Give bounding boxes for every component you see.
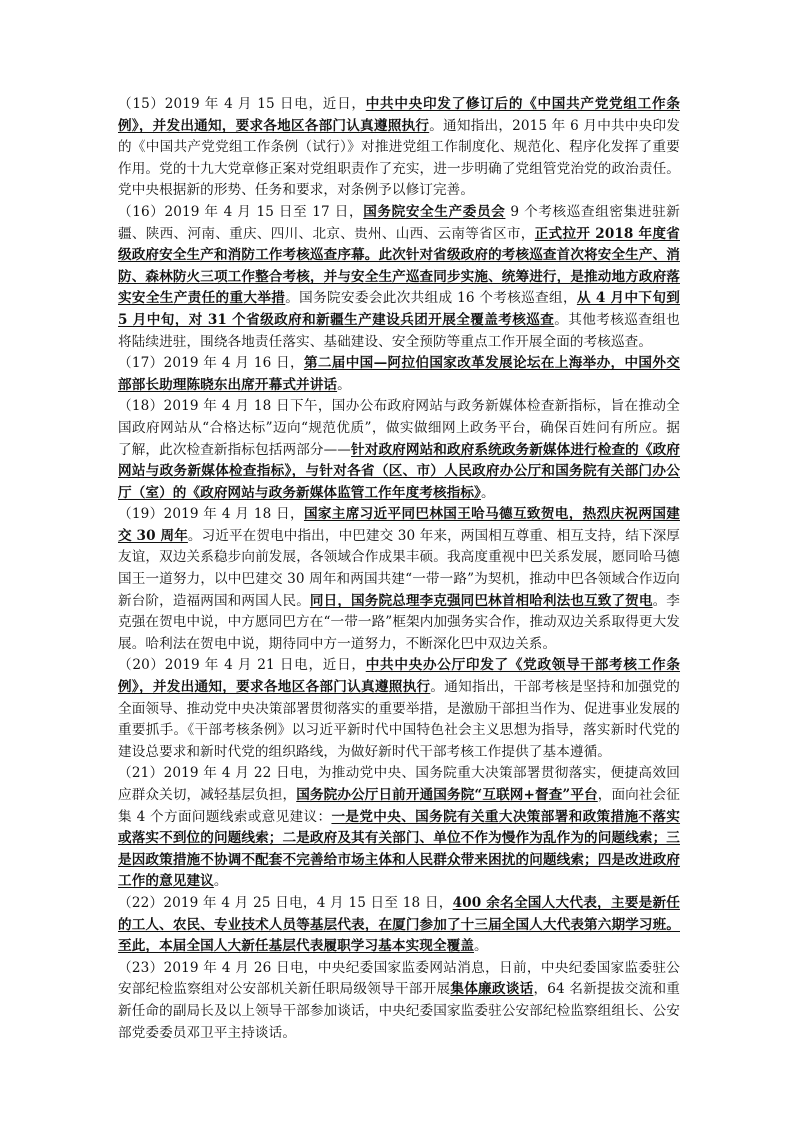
highlight-text: 国务院安全生产委员会 — [363, 203, 506, 220]
news-item-18 — [118, 396, 680, 504]
highlight-text: 从 4 月中下旬到 5 月中旬，对 31 个省级政府和新疆生产建设兵团开展全覆盖考核巡查 — [118, 290, 680, 328]
body-text: （23）2019 年 4 月 26 日电，中央纪委国家监委网站消息，日前，中央纪委国家监委驻公安部纪检监察组对公安部机关新任职局级领导干部开展 — [118, 959, 680, 998]
body-text: （21）2019 年 4 月 22 日电，为推动党中央、国务院重大决策部署贯彻落实，便捷高效回应群众关切，减轻基层负担， — [118, 765, 680, 803]
body-text: （22）2019 年 4 月 25 日电，4 月 15 日至 18 日， — [118, 894, 453, 911]
news-item-23 — [118, 958, 680, 1044]
body-text: 。其他考核巡查组也将陆续进驻，围绕各地责任落实、基础建设、安全预防等重点工作开展全面的考核巡查。 — [118, 311, 680, 350]
body-text: 9 个考核巡查组密集进驻新疆、陕西、河南、重庆、四川、北京、贵州、山西、云南等省区市， — [118, 203, 681, 242]
highlight-text: 集体廉政谈话 — [450, 981, 534, 998]
body-text: 。通知指出，干部考核是坚持和加强党的全面领导、推动党中央决策部署贯彻落实的重要举措，是激励干部担当作为、促进事业发展的重要抓手。《干部考核条例》以习近平新时代中国特色社会主义思想为指导，落实新时代党的建设总要求和新时代党的组织路线，为做好新时代干部考核工作提供了基本遵循。 — [118, 679, 680, 760]
news-item-17 — [118, 353, 680, 396]
body-text: （16）2019 年 4 月 15 日至 17 日， — [118, 203, 364, 220]
news-item-22 — [118, 893, 680, 958]
body-text: 。 — [213, 873, 228, 890]
highlight-text: 针对政府网站和政府系统政务新媒体进行检查的《政府网站与政务新媒体检查指标》，与针对各省（区、市）人民政府办公厅和国务院有关部门办公厅（室）的《政府网站与政务新媒体监管工作年度考核指标》 — [118, 441, 681, 501]
body-text: 。通知指出，2015 年 6 月中共中央印发的《中国共产党党组工作条例（试行）》对推进党组工作制度化、规范化、程序化发挥了重要作用。党的十九大党章修正案对党组职责作了充实，进一步明确了党组管党治党的政治责任。党中央根据新的形势、任务和要求，对条例予以修订完善。 — [118, 117, 681, 199]
highlight-text: 一是党中央、国务院有关重大决策部署和政策措施不落实或落实不到位的问题线索；二是政府及其有关部门、单位不作为慢作为乱作为的问题线索；三是因政策措施不协调不配套不完善给市场主体和人民群众带来困扰的问题线索；四是改进政府工作的意见建议 — [118, 808, 681, 890]
body-text: ，面向社会征集 4 个方面问题线索或意见建议： — [118, 787, 681, 825]
body-text: （19）2019 年 4 月 18 日， — [118, 506, 304, 523]
body-text: ，64 名新提拔交流和重新任命的副局长及以上领导干部参加谈话，中央纪委国家监委驻公安部纪检监察组组长、公安部党委委员邓卫平主持谈话。 — [118, 981, 680, 1041]
highlight-text: 第二届中国—阿拉伯国家改革发展论坛在上海举办，中国外交部部长助理陈晓东出席开幕式并讲话 — [118, 355, 680, 393]
document-body — [118, 94, 680, 1044]
highlight-text: 国务院办公厅日前开通国务院“互联网+督查”平台 — [296, 787, 598, 803]
news-item-16 — [118, 202, 680, 353]
body-text: 。习近平在贺电中指出，中巴建交 30 年来，两国相互尊重、相互支持，结下深厚友谊，双边关系稳步向前发展，各领域合作成果丰硕。我高度重视中巴关系发展，愿同哈马德国王一道努力，以中巴建交 30 周年和两国共建“一带一路”为契机，推动中巴各领域合作迈向新台阶，造福两国和两国人民。 — [118, 527, 680, 609]
news-item-15 — [118, 94, 680, 202]
body-text: （17）2019 年 4 月 16 日， — [118, 355, 304, 372]
body-text: 。 — [474, 938, 488, 955]
highlight-text: 中共中央印发了修订后的《中国共产党党组工作条例》，并发出通知，要求各地区各部门认真遵照执行 — [118, 96, 681, 134]
news-item-21 — [118, 763, 680, 893]
body-text: 。李克强在贺电中说，中方愿同巴方在“一带一路”框架内加强务实合作，推动双边关系取得更大发展。哈利法在贺电中说，期待同中方一道努力，不断深化巴中双边关系。 — [118, 592, 680, 652]
highlight-text: 同日，国务院总理李克强同巴林首相哈利法也互致了贺电 — [309, 592, 653, 609]
highlight-text: 正式拉开 2018 年度省级政府安全生产和消防工作考核巡查序幕。此次针对省级政府的考核巡查首次将安全生产、消防、森林防火三项工作整合考核，并与安全生产巡查同步实施、统筹进行，是推动地方政府落实安全生产责任的重大举措 — [118, 225, 680, 307]
body-text: （20）2019 年 4 月 21 日电，近日， — [118, 657, 366, 674]
body-text: （15）2019 年 4 月 15 日电，近日， — [118, 96, 366, 112]
highlight-text: 400 余名全国人大代表，主要是新任的工人、农民、专业技术人员等基层代表，在厦门参加了十三届全国人大代表第六期学习班。至此，本届全国人大新任基层代表履职学习基本实现全覆盖 — [118, 894, 680, 955]
news-item-20 — [118, 655, 680, 763]
body-text: 。 — [480, 484, 495, 501]
body-text: （18）2019 年 4 月 18 日下午，国办公布政府网站与政务新媒体检查新指标，旨在推动全国政府网站从“合格达标”迈向“规范优质”，做实做细网上政务平台，确保百姓问有所应。据了解，此次检查新指标包括两部分—— — [118, 398, 680, 458]
highlight-text: 国家主席习近平同巴林国王哈马德互致贺电，热烈庆祝两国建交 30 周年 — [118, 506, 680, 544]
highlight-text: 中共中央办公厅印发了《党政领导干部考核工作条例》，并发出通知，要求各地区各部门认真遵照执行 — [118, 657, 681, 696]
news-item-19 — [118, 504, 680, 655]
body-text: 。国务院安委会此次共组成 16 个考核巡查组， — [285, 290, 577, 307]
body-text: 。 — [337, 376, 351, 393]
